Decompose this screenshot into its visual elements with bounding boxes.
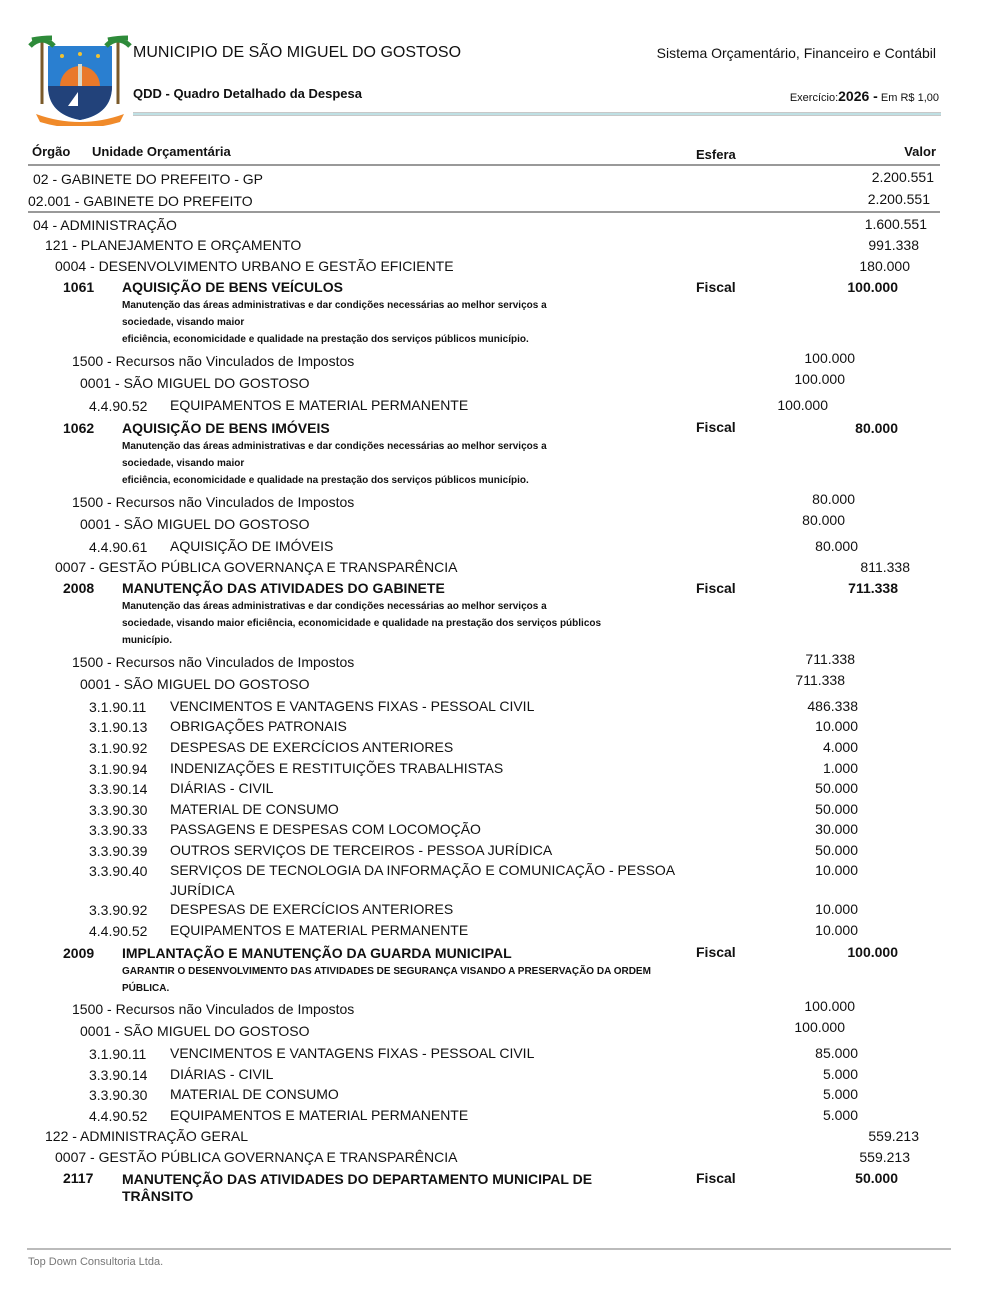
elemento-label: SERVIÇOS DE TECNOLOGIA DA INFORMAÇÃO E COMUNICAÇÃO - PESSOA [170,862,676,878]
fonte-value: 711.338 [805,651,855,667]
elemento-value: 5.000 [822,1086,858,1102]
action-code: 1061 [63,279,95,295]
elemento-label: DESPESAS DE EXERCÍCIOS ANTERIORES [170,901,454,917]
orgao-divider [28,211,940,213]
unidade-value: 2.200.551 [867,191,930,207]
column-header-esfera: Esfera [696,147,736,162]
action-description [122,598,601,649]
fonte-label: 1500 - Recursos não Vinculados de Impostos [72,654,355,670]
detalhamento-value: 711.338 [795,672,845,688]
elemento-label-continued: JURÍDICA [170,882,235,898]
elemento-value: 30.000 [815,821,858,837]
municipality-name: MUNICIPIO DE SÃO MIGUEL DO GOSTOSO [133,44,462,61]
description-line: município. [122,635,172,646]
elemento-value: 486.338 [807,698,858,714]
action-esfera: Fiscal [696,419,736,435]
exercise-info [790,88,939,104]
column-header-orgao: Órgão [32,144,71,159]
elemento-value: 10.000 [815,922,858,938]
fonte-value: 80.000 [812,491,855,507]
elemento-label: MATERIAL DE CONSUMO [170,801,339,817]
programa-label: 0007 - GESTÃO PÚBLICA GOVERNANÇA E TRANSPARÊNCIA [55,1149,458,1165]
action-esfera: Fiscal [696,580,736,596]
elemento-code: 3.3.90.30 [89,802,148,818]
action-esfera: Fiscal [696,1170,736,1186]
fonte-label: 1500 - Recursos não Vinculados de Impostos [72,1001,355,1017]
elemento-code: 3.1.90.11 [89,699,147,715]
programa-label: 0004 - DESENVOLVIMENTO URBANO E GESTÃO EFICIENTE [55,258,454,274]
detalhamento-value: 80.000 [802,512,845,528]
elemento-value: 10.000 [815,901,858,917]
description-line: Manutenção das áreas administrativas e dar condições necessárias ao melhor serviços a [122,300,547,311]
exercise-label: Exercício: [789,92,839,104]
elemento-value: 10.000 [815,862,858,878]
action-value: 50.000 [855,1170,898,1186]
detalhamento-label: 0001 - SÃO MIGUEL DO GOSTOSO [80,676,310,692]
description-line: eficiência, economicidade e qualidade na prestação dos serviços públicos município. [122,334,529,345]
subfuncao-label: 122 - ADMINISTRAÇÃO GERAL [45,1128,249,1144]
action-value: 711.338 [848,580,898,596]
elemento-code: 3.1.90.92 [89,740,148,756]
elemento-label: AQUISIÇÃO DE IMÓVEIS [170,538,334,554]
action-code: 2009 [63,945,95,961]
action-title: AQUISIÇÃO DE BENS IMÓVEIS [122,420,330,436]
action-value: 80.000 [855,420,898,436]
elemento-value: 50.000 [815,801,858,817]
description-line: sociedade, visando maior eficiência, economicidade e qualidade na prestação dos serviços públicos [122,618,602,629]
detalhamento-label: 0001 - SÃO MIGUEL DO GOSTOSO [80,375,310,391]
elemento-value: 10.000 [815,718,858,734]
elemento-value: 5.000 [822,1066,858,1082]
elemento-label: OUTROS SERVIÇOS DE TERCEIROS - PESSOA JURÍDICA [170,842,553,858]
description-line: Manutenção das áreas administrativas e dar condições necessárias ao melhor serviços a [122,601,547,612]
programa-value: 811.338 [860,559,910,575]
elemento-code: 4.4.90.52 [89,398,148,414]
elemento-code: 4.4.90.61 [89,539,148,555]
elemento-label: INDENIZAÇÕES E RESTITUIÇÕES TRABALHISTAS [170,760,504,776]
elemento-label: DIÁRIAS - CIVIL [170,1066,274,1082]
elemento-code: 3.1.90.13 [89,719,148,735]
elemento-value: 50.000 [815,780,858,796]
elemento-code: 3.1.90.11 [89,1046,147,1062]
orgao-label: 02 - GABINETE DO PREFEITO - GP [33,171,264,187]
elemento-code: 3.3.90.14 [89,781,148,797]
action-title: MANUTENÇÃO DAS ATIVIDADES DO GABINETE [122,580,445,596]
elemento-code: 3.3.90.30 [89,1087,148,1103]
coat-of-arms-logo [28,34,132,126]
elemento-value: 5.000 [822,1107,858,1123]
detalhamento-value: 100.000 [794,1019,845,1035]
elemento-label: DIÁRIAS - CIVIL [170,780,274,796]
elemento-code: 3.3.90.33 [89,822,148,838]
fonte-value: 100.000 [804,350,855,366]
action-code: 2008 [63,580,95,596]
title-line: TRÂNSITO [122,1188,194,1204]
detalhamento-label: 0001 - SÃO MIGUEL DO GOSTOSO [80,1023,310,1039]
fonte-label: 1500 - Recursos não Vinculados de Impostos [72,353,355,369]
programa-label: 0007 - GESTÃO PÚBLICA GOVERNANÇA E TRANSPARÊNCIA [55,559,458,575]
elemento-code: 4.4.90.52 [89,923,148,939]
action-value: 100.000 [847,944,898,960]
elemento-label: EQUIPAMENTOS E MATERIAL PERMANENTE [170,397,469,413]
programa-value: 559.213 [859,1149,910,1165]
elemento-code: 3.3.90.92 [89,902,148,918]
description-line: PÚBLICA. [122,983,170,994]
elemento-code: 3.3.90.40 [89,863,148,879]
elemento-label: EQUIPAMENTOS E MATERIAL PERMANENTE [170,922,469,938]
footer-divider [27,1248,951,1250]
elemento-code: 3.1.90.94 [89,761,148,777]
elemento-label: EQUIPAMENTOS E MATERIAL PERMANENTE [170,1107,469,1123]
elemento-value: 50.000 [815,842,858,858]
unidade-label: 02.001 - GABINETE DO PREFEITO [28,193,253,209]
orgao-value: 2.200.551 [871,169,934,185]
detalhamento-value: 100.000 [794,371,845,387]
subfuncao-value: 991.338 [868,237,919,253]
fonte-label: 1500 - Recursos não Vinculados de Impostos [72,494,355,510]
action-title: AQUISIÇÃO DE BENS VEÍCULOS [122,279,343,295]
footer-company: Top Down Consultoria Ltda. [28,1256,164,1268]
action-description [122,438,547,489]
elemento-code: 3.3.90.39 [89,843,148,859]
description-line: sociedade, visando maior [122,317,245,328]
action-title [122,1171,592,1204]
elemento-value: 4.000 [822,739,858,755]
detalhamento-label: 0001 - SÃO MIGUEL DO GOSTOSO [80,516,310,532]
elemento-label: VENCIMENTOS E VANTAGENS FIXAS - PESSOAL CIVIL [170,1045,535,1061]
description-line: sociedade, visando maior [122,458,245,469]
elemento-code: 4.4.90.52 [89,1108,148,1124]
action-code: 2117 [63,1170,94,1186]
programa-value: 180.000 [859,258,910,274]
action-description [122,963,651,997]
funcao-label: 04 - ADMINISTRAÇÃO [33,217,177,233]
elemento-label: OBRIGAÇÕES PATRONAIS [170,718,347,734]
subfuncao-label: 121 - PLANEJAMENTO E ORÇAMENTO [45,237,302,253]
report-title: QDD - Quadro Detalhado da Despesa [133,86,362,101]
column-header-divider [28,164,940,166]
currency-note: Em R$ 1,00 [880,92,939,104]
funcao-value: 1.600.551 [864,216,927,232]
elemento-code: 3.3.90.14 [89,1067,148,1083]
elemento-label: DESPESAS DE EXERCÍCIOS ANTERIORES [170,739,454,755]
column-header-unidade: Unidade Orçamentária [92,144,231,159]
system-name: Sistema Orçamentário, Financeiro e Contábil [656,45,936,61]
elemento-label: VENCIMENTOS E VANTAGENS FIXAS - PESSOAL CIVIL [170,698,535,714]
elemento-value: 85.000 [815,1045,858,1061]
elemento-value: 100.000 [777,397,828,413]
description-line: eficiência, economicidade e qualidade na prestação dos serviços públicos município. [122,475,529,486]
action-description [122,297,547,348]
action-code: 1062 [63,420,95,436]
elemento-value: 1.000 [822,760,858,776]
elemento-label: PASSAGENS E DESPESAS COM LOCOMOÇÃO [170,821,481,837]
title-line: MANUTENÇÃO DAS ATIVIDADES DO DEPARTAMENTO MUNICIPAL DE [122,1171,593,1187]
action-title: IMPLANTAÇÃO E MANUTENÇÃO DA GUARDA MUNICIPAL [122,945,512,961]
elemento-label: MATERIAL DE CONSUMO [170,1086,339,1102]
action-esfera: Fiscal [696,279,736,295]
exercise-year: 2026 - [838,88,878,104]
elemento-value: 80.000 [815,538,858,554]
fonte-value: 100.000 [804,998,855,1014]
header-divider [133,112,941,116]
description-line: Manutenção das áreas administrativas e dar condições necessárias ao melhor serviços a [122,441,547,452]
description-line: GARANTIR O DESENVOLVIMENTO DAS ATIVIDADES DE SEGURANÇA VISANDO A PRESERVAÇÃO DA ORDEM [122,966,651,977]
column-header-valor: Valor [904,144,936,159]
subfuncao-value: 559.213 [868,1128,919,1144]
action-value: 100.000 [847,279,898,295]
action-esfera: Fiscal [696,944,736,960]
